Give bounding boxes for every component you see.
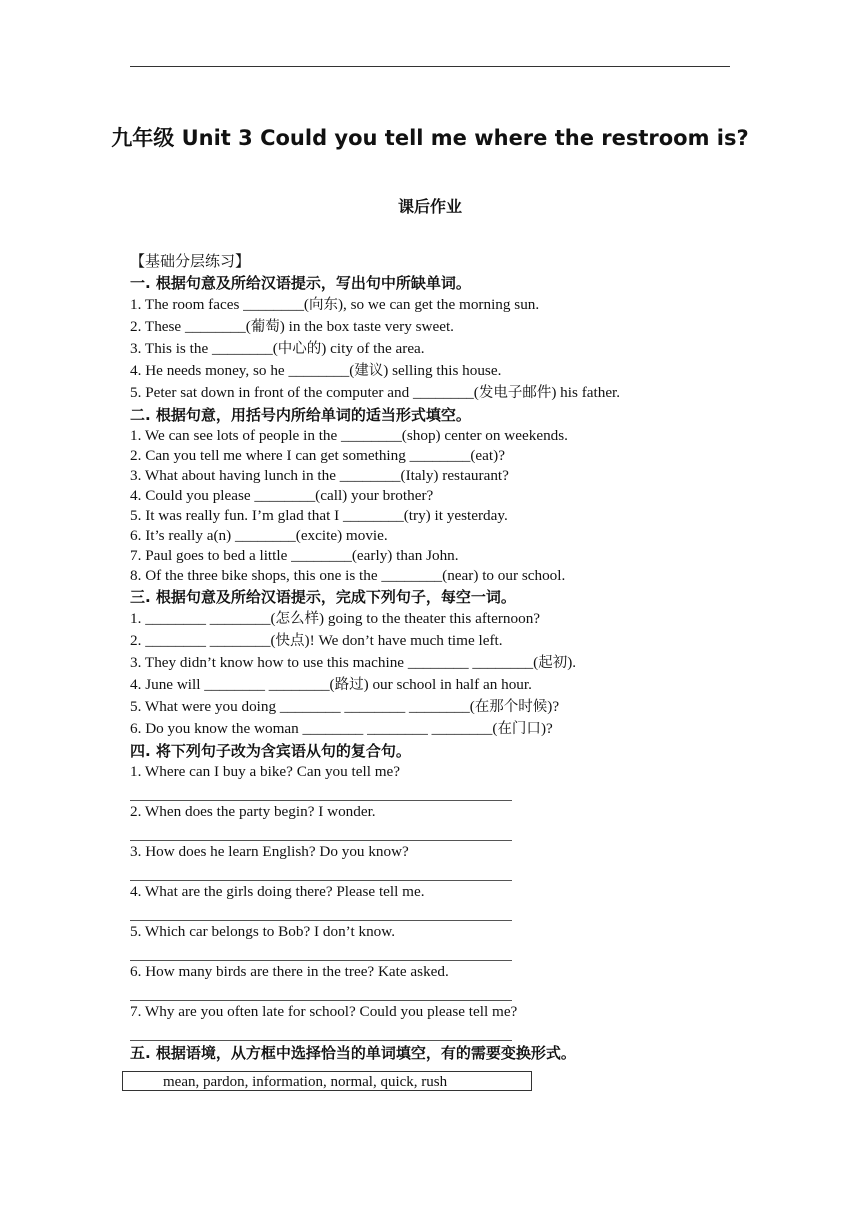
answer-line — [130, 862, 512, 881]
part3-item: 6. Do you know the woman ________ ________ ________(在门口)? — [130, 720, 553, 737]
part2-item: 4. Could you please ________(call) your brother? — [130, 487, 434, 504]
part1-item: 1. The room faces ________(向东), so we can get the morning sun. — [130, 296, 540, 313]
part2-item: 1. We can see lots of people in the ________(shop) center on weekends. — [130, 427, 568, 444]
word-box: mean, pardon, information, normal, quick, rush — [122, 1071, 532, 1091]
answer-line — [130, 782, 512, 801]
part4-item: 2. When does the party begin? I wonder. — [130, 802, 750, 842]
part5-heading: 五. 根据语境，从方框中选择恰当的单词填空，有的需要变换形式。 — [130, 1044, 576, 1062]
answer-line — [130, 942, 512, 961]
part3-item: 4. June will ________ ________(路过) our school in half an hour. — [130, 676, 532, 693]
part1-item: 3. This is the ________(中心的) city of the area. — [130, 340, 425, 357]
part3-heading: 三. 根据句意及所给汉语提示，完成下列句子，每空一词。 — [130, 588, 516, 606]
part2-item: 7. Paul goes to bed a little ________(early) than John. — [130, 547, 459, 564]
part4-item: 4. What are the girls doing there? Please tell me. — [130, 882, 750, 922]
part4-item: 7. Why are you often late for school? Could you please tell me? — [130, 1002, 750, 1042]
part2-heading: 二. 根据句意，用括号内所给单词的适当形式填空。 — [130, 406, 471, 424]
page-title: 九年级 Unit 3 Could you tell me where the restroom is? — [111, 126, 749, 150]
worksheet-body — [130, 250, 750, 1064]
part3-item: 1. ________ ________(怎么样) going to the theater this afternoon? — [130, 610, 541, 627]
part2-item: 6. It’s really a(n) ________(excite) movie. — [130, 527, 388, 544]
part1-heading: 一. 根据句意及所给汉语提示，写出句中所缺单词。 — [130, 274, 471, 292]
part3-item: 3. They didn’t know how to use this machine ________ ________(起初). — [130, 654, 577, 671]
part4-item: 6. How many birds are there in the tree? Kate asked. — [130, 962, 750, 1002]
part3-item: 2. ________ ________(快点)! We don’t have much time left. — [130, 632, 503, 649]
part4-item: 5. Which car belongs to Bob? I don’t know. — [130, 922, 750, 962]
answer-line — [130, 902, 512, 921]
part1-item: 5. Peter sat down in front of the computer and ________(发电子邮件) his father. — [130, 384, 621, 401]
part4-item: 1. Where can I buy a bike? Can you tell me? — [130, 762, 750, 802]
part4-item: 3. How does he learn English? Do you know? — [130, 842, 750, 882]
part3-item: 5. What were you doing ________ ________ ________(在那个时候)? — [130, 698, 560, 715]
answer-line — [130, 822, 512, 841]
part1-item: 2. These ________(葡萄) in the box taste very sweet. — [130, 318, 454, 335]
page-subtitle: 课后作业 — [397, 197, 462, 216]
part2-item: 8. Of the three bike shops, this one is the ________(near) to our school. — [130, 567, 566, 584]
part2-item: 3. What about having lunch in the ________(Italy) restaurant? — [130, 467, 509, 484]
part2-item: 2. Can you tell me where I can get something ________(eat)? — [130, 447, 505, 464]
section-tag: 【基础分层练习】 — [130, 252, 251, 270]
part2-item: 5. It was really fun. I’m glad that I ________(try) it yesterday. — [130, 507, 508, 524]
answer-line — [130, 1022, 512, 1041]
part4-heading: 四. 将下列句子改为含宾语从句的复合句。 — [130, 742, 411, 760]
answer-line — [130, 982, 512, 1001]
header-rule — [130, 66, 730, 67]
part1-item: 4. He needs money, so he ________(建议) selling this house. — [130, 362, 502, 379]
